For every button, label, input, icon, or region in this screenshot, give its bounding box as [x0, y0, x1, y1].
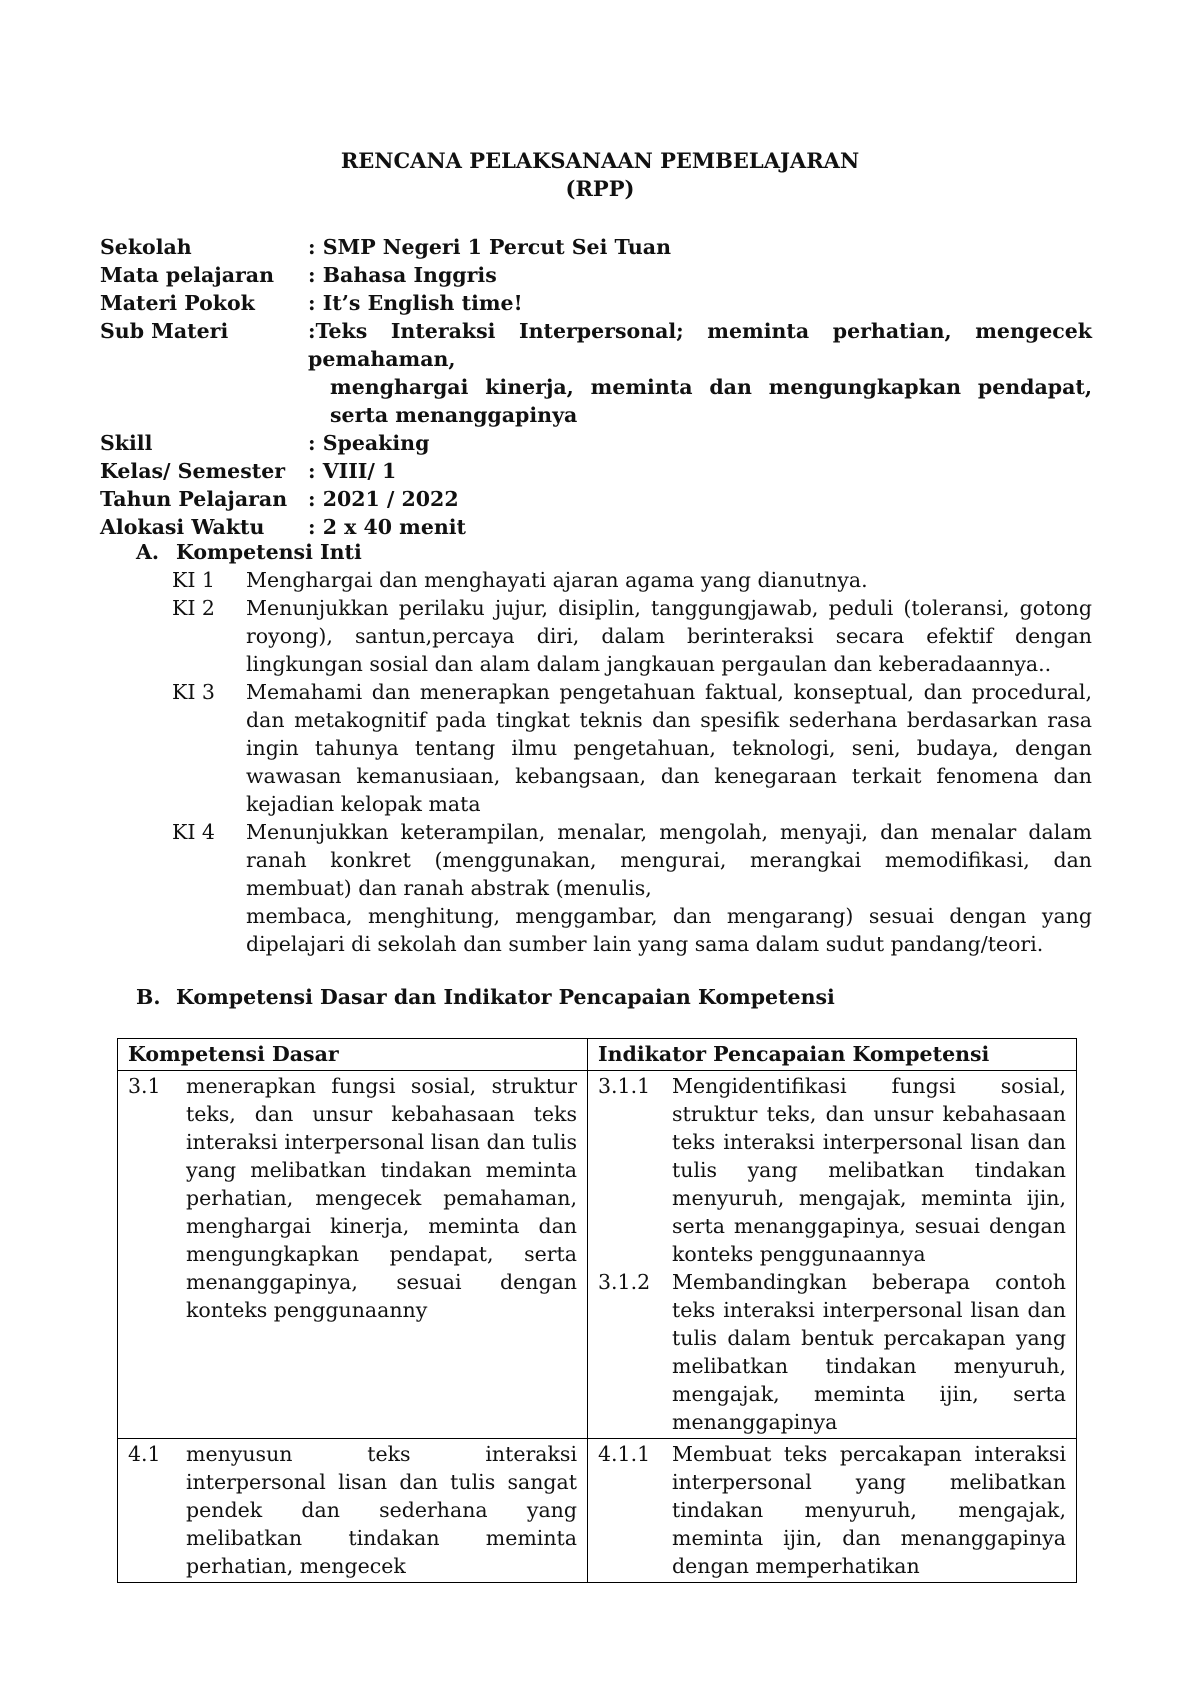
meta-row-sub-materi: [100, 317, 1092, 429]
meta-label: Tahun Pelajaran: [100, 487, 288, 511]
ki-code: KI 3: [172, 680, 215, 704]
meta-row-alokasi-waktu: [100, 513, 1092, 541]
indicator-number: 3.1.2: [598, 1270, 651, 1294]
table-header-cell: Kompetensi Dasar: [118, 1039, 588, 1071]
ki-code: KI 2: [172, 596, 215, 620]
section-title: Kompetensi Inti: [176, 540, 362, 564]
ki-text: Memahami dan menerapkan pengetahuan faktual, konseptual, dan procedural, dan metakognitif pada tingkat teknis dan spesifik sederhana berdasarkan rasa ingin tahunya tentang ilmu pengetahuan, teknologi, seni, budaya, dengan wawasan kemanusiaan, kebangsaan, dan kenegaraan terkait fenomena dan kejadian kelopak mata: [246, 680, 1092, 816]
meta-row-skill: [100, 429, 1092, 457]
kd-text: menyusun teks interaksi interpersonal lisan dan tulis sangat pendek dan sederhana yang melibatkan tindakan meminta perhatian, mengecek: [186, 1442, 577, 1578]
meta-row-tahun-pelajaran: [100, 485, 1092, 513]
meta-value: : SMP Negeri 1 Percut Sei Tuan: [308, 235, 671, 259]
ki-text-part: Menunjukkan keterampilan, menalar, mengolah, menyaji, dan menalar dalam ranah konkret (menggunakan, mengurai, merangkai memodifikasi, dan membuat) dan ranah abstrak (menulis,: [246, 820, 1092, 900]
meta-label: Materi Pokok: [100, 291, 255, 315]
meta-label: Alokasi Waktu: [100, 515, 265, 539]
ki-item: [172, 818, 1092, 958]
meta-value: : Speaking: [308, 431, 430, 455]
kd-text: menerapkan fungsi sosial, struktur teks, dan unsur kebahasaan teks interaksi interpersonal lisan dan tulis yang melibatkan tindakan meminta perhatian, mengecek pemahaman, menghargai kinerja, meminta dan mengungkapkan pendapat, serta menanggapinya, sesuai dengan konteks penggunaanny: [186, 1074, 577, 1322]
section-b-heading: [136, 983, 835, 1011]
ki-text-part: membaca, menghitung, menggambar, dan mengarang) sesuai dengan yang dipelajari di sekolah dan sumber lain yang sama dalam sudut pandang/teori.: [246, 904, 1092, 956]
identity-block: [100, 233, 1092, 541]
indicator-text: Membandingkan beberapa contoh teks interaksi interpersonal lisan dan tulis dalam bentuk percakapan yang melibatkan tindakan menyuruh, mengajak, meminta ijin, serta menanggapinya: [672, 1270, 1066, 1434]
meta-label: Sekolah: [100, 235, 192, 259]
meta-value: : 2021 / 2022: [308, 487, 459, 511]
meta-row-kelas-semester: [100, 457, 1092, 485]
kd-number: 4.1: [128, 1442, 161, 1466]
meta-row-materi-pokok: [100, 289, 1092, 317]
ki-text: Menghargai dan menghayati ajaran agama yang dianutnya.: [246, 568, 868, 592]
table-row: [118, 1439, 1077, 1583]
ki-item: [172, 678, 1092, 818]
table-header-row: [118, 1039, 1077, 1071]
document-title: RENCANA PELAKSANAAN PEMBELAJARAN: [340, 148, 860, 173]
ki-text: [246, 818, 1092, 958]
meta-value: : Bahasa Inggris: [308, 263, 497, 287]
indicator-cell: [588, 1439, 1077, 1583]
meta-row-sekolah: [100, 233, 1092, 261]
meta-label: Kelas/ Semester: [100, 459, 286, 483]
kd-cell: [118, 1439, 588, 1583]
meta-value: : 2 x 40 menit: [308, 515, 467, 539]
kd-cell: [118, 1071, 588, 1439]
meta-label: Skill: [100, 431, 153, 455]
indicator-text: Mengidentifikasi fungsi sosial, struktur teks, dan unsur kebahasaan teks interaksi interpersonal lisan dan tulis yang melibatkan tindakan menyuruh, mengajak, meminta ijin, serta menanggapinya, sesuai dengan konteks penggunaannya: [672, 1074, 1066, 1266]
section-a-heading: [136, 538, 362, 566]
indicator-number: 4.1.1: [598, 1442, 651, 1466]
competency-table: [117, 1038, 1077, 1583]
document-subtitle: (RPP): [565, 176, 635, 201]
table-row: [118, 1071, 1077, 1439]
indicator-cell: [588, 1071, 1077, 1439]
section-title: Kompetensi Dasar dan Indikator Pencapaian Kompetensi: [176, 985, 835, 1009]
table-header-cell: Indikator Pencapaian Kompetensi: [588, 1039, 1077, 1071]
ki-code: KI 1: [172, 568, 215, 592]
meta-value-line: :Teks Interaksi Interpersonal; meminta perhatian, mengecek pemahaman,: [308, 319, 1092, 371]
meta-label: Mata pelajaran: [100, 263, 274, 287]
section-letter: B.: [136, 985, 161, 1009]
meta-label: Sub Materi: [100, 319, 229, 343]
meta-value: : VIII/ 1: [308, 459, 397, 483]
section-letter: A.: [136, 540, 160, 564]
ki-item: [172, 566, 1092, 594]
meta-row-mata-pelajaran: [100, 261, 1092, 289]
indicator-text: Membuat teks percakapan interaksi interpersonal yang melibatkan tindakan menyuruh, mengajak, meminta ijin, dan menanggapinya dengan memperhatikan: [672, 1442, 1066, 1578]
meta-value: [308, 317, 1092, 429]
indicator-number: 3.1.1: [598, 1074, 651, 1098]
kd-number: 3.1: [128, 1074, 161, 1098]
ki-text: Menunjukkan perilaku jujur, disiplin, tanggungjawab, peduli (toleransi, gotong royong), santun,percaya diri, dalam berinteraksi secara efektif dengan lingkungan sosial dan alam dalam jangkauan pergaulan dan keberadaannya..: [246, 596, 1092, 676]
ki-code: KI 4: [172, 820, 215, 844]
ki-item: [172, 594, 1092, 678]
meta-value: : It’s English time!: [308, 291, 523, 315]
meta-value-continuation: menghargai kinerja, meminta dan mengungkapkan pendapat, serta menanggapinya: [330, 375, 1092, 427]
